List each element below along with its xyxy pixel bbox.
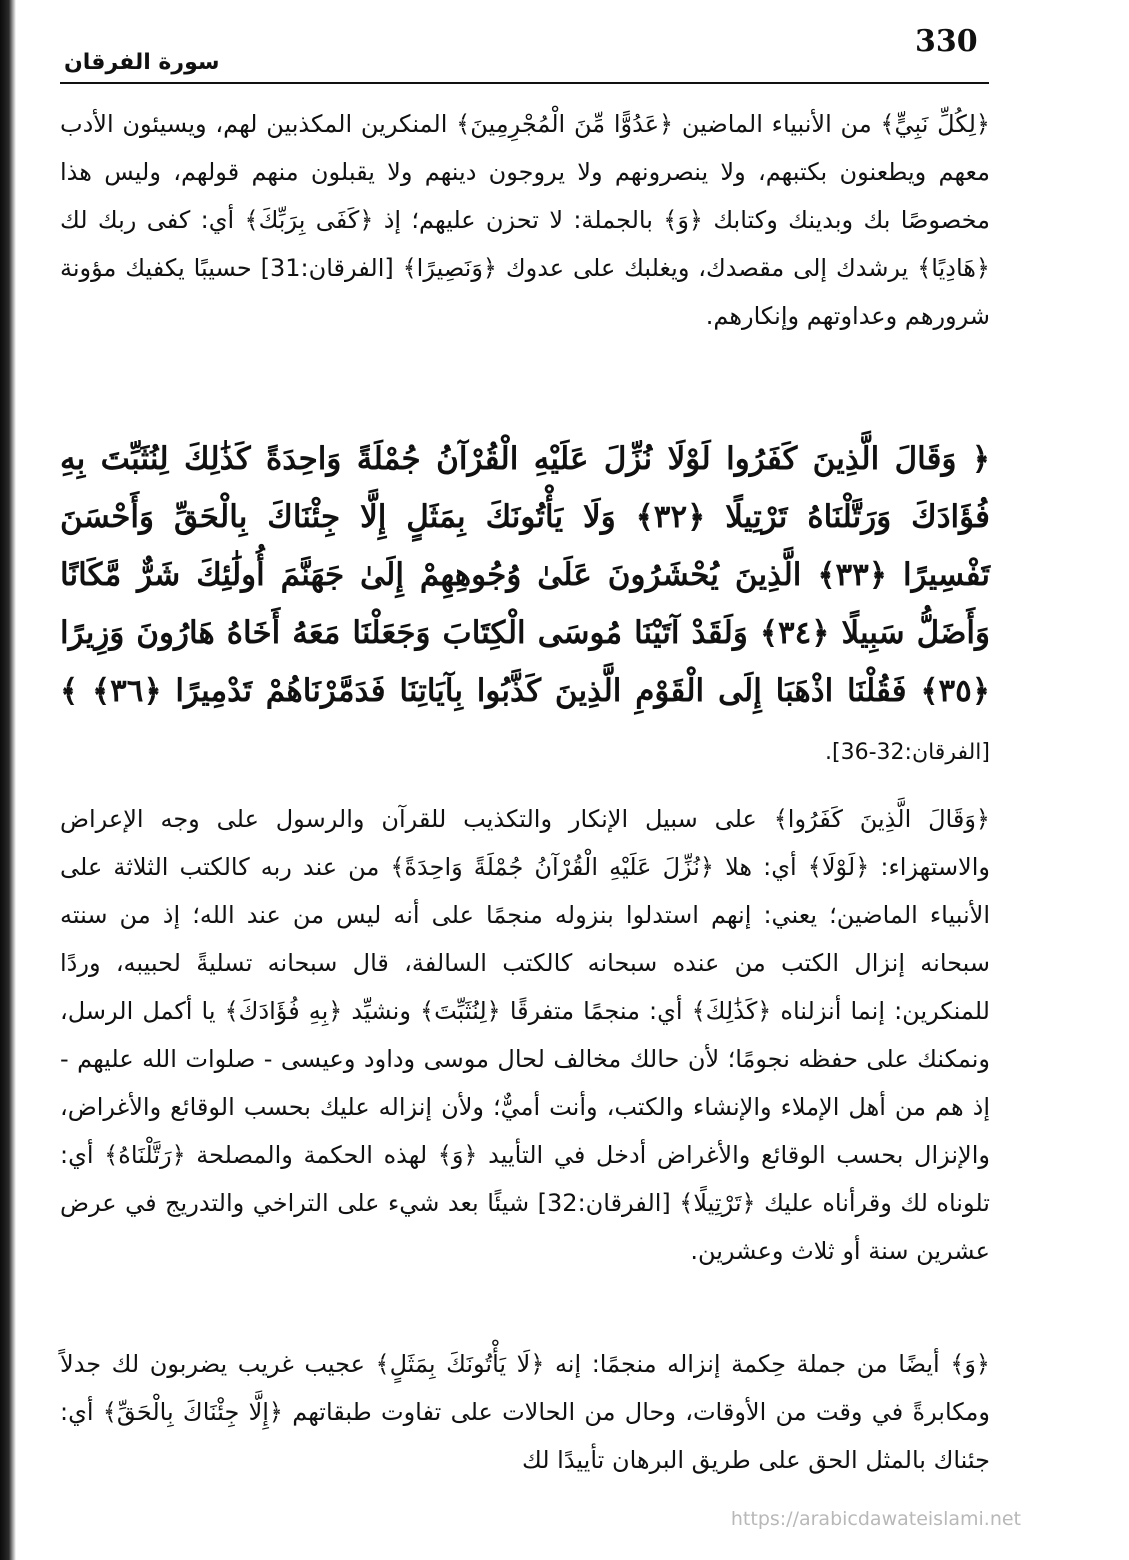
commentary-paragraph-1: ﴿لِكُلِّ نَبِيٍّ﴾ من الأنبياء الماضين ﴿عَدُوًّا مِّنَ الْمُجْرِمِينَ﴾ المنكرين المكذبين لهم، ويسيئون الأدب معهم ويطعنون بكتبهم، ولا ينصرونهم ولا يروجون دينهم ولا يقبلون منهم قولهم، وليس هذا مخصوصًا بك وبدينك وكتابك ﴿وَ﴾ بالجملة: لا تحزن عليهم؛ إذ ﴿كَفَى بِرَبِّكَ﴾ أي: كفى ربك لك ﴿هَادِيًا﴾ يرشدك إلى مقصدك، ويغلبك على عدوك ﴿وَنَصِيرًا﴾ [الفرقان:31] حسيبًا يكفيك مؤونة شرورهم وعداوتهم وإنكارهم.: [60, 110, 990, 330]
commentary-paragraph-2: ﴿وَقَالَ الَّذِينَ كَفَرُوا﴾ على سبيل الإنكار والتكذيب للقرآن والرسول على وجه الإعراض والاستهزاء: ﴿لَوْلَا﴾ أي: هلا ﴿نُزِّلَ عَلَيْهِ الْقُرْآنُ جُمْلَةً وَاحِدَةً﴾ من عند ربه كالكتب الثلاثة على الأنبياء الماضين؛ يعني: إنهم استدلوا بنزوله منجمًا على أنه ليس من عند الله؛ إذ من سنته سبحانه إنزال الكتب من عنده سبحانه كالكتب السالفة، قال سبحانه تسليةً لحبيبه، وردًا للمنكرين: إنما أنزلناه ﴿كَذَٰلِكَ﴾ أي: منجمًا متفرقًا ﴿لِنُثَبِّتَ﴾ ونشيِّد ﴿بِهِ فُؤَادَكَ﴾ يا أكمل الرسل، ونمكنك على حفظه نجومًا؛ لأن حالك مخالف لحال موسى وداود وعيسى - صلوات الله عليهم - إذ هم من أهل الإملاء والإنشاء والكتب، وأنت أميٌّ؛ ولأن إنزاله عليك بحسب الوقائع والأغراض، والإنزال بحسب الوقائع والأغراض أدخل في التأييد ﴿وَ﴾ لهذه الحكمة والمصلحة ﴿رَتَّلْنَاهُ﴾ أي: تلوناه لك وقرأناه عليك ﴿تَرْتِيلًا﴾ [الفرقان:32] شيئًا بعد شيء على التراخي والتدريج في عرض عشرين سنة أو ثلاث وعشرين.: [60, 805, 990, 1265]
quran-verse-block: [60, 430, 990, 782]
commentary-block-1: [60, 100, 990, 340]
commentary-paragraph-3: ﴿وَ﴾ أيضًا من جملة حِكمة إنزاله منجمًا: إنه ﴿لَا يَأْتُونَكَ بِمَثَلٍ﴾ عجيب غريب يضربون لك جدلاً ومكابرةً في وقت من الأوقات، وحال من الحالات على تفاوت طبقاتهم ﴿إِلَّا جِئْنَاكَ بِالْحَقِّ﴾ أي: جئناك بالمثل الحق على طريق البرهان تأييدًا لك: [60, 1350, 990, 1474]
quran-verse-text: [60, 430, 990, 782]
surah-title: سورة الفرقان: [64, 50, 220, 75]
source-watermark: https://arabicdawateislami.net: [730, 1508, 1021, 1530]
page-number: 330: [915, 24, 978, 59]
verse-reference: [الفرقان:32-36].: [825, 740, 990, 765]
commentary-block-3: [60, 1340, 990, 1484]
scan-edge-shadow: [0, 0, 16, 1560]
commentary-block-2: [60, 795, 990, 1275]
quran-verse-arabic: ﴿ وَقَالَ الَّذِينَ كَفَرُوا لَوْلَا نُزِّلَ عَلَيْهِ الْقُرْآنُ جُمْلَةً وَاحِدَةً كَذَٰلِكَ لِنُثَبِّتَ بِهِ فُؤَادَكَ وَرَتَّلْنَاهُ تَرْتِيلًا ﴿٣٢﴾ وَلَا يَأْتُونَكَ بِمَثَلٍ إِلَّا جِئْنَاكَ بِالْحَقِّ وَأَحْسَنَ تَفْسِيرًا ﴿٣٣﴾ الَّذِينَ يُحْشَرُونَ عَلَىٰ وُجُوهِهِمْ إِلَىٰ جَهَنَّمَ أُولَٰئِكَ شَرٌّ مَّكَانًا وَأَضَلُّ سَبِيلًا ﴿٣٤﴾ وَلَقَدْ آتَيْنَا مُوسَى الْكِتَابَ وَجَعَلْنَا مَعَهُ أَخَاهُ هَارُونَ وَزِيرًا ﴿٣٥﴾ فَقُلْنَا اذْهَبَا إِلَى الْقَوْمِ الَّذِينَ كَذَّبُوا بِآيَاتِنَا فَدَمَّرْنَاهُمْ تَدْمِيرًا ﴿٣٦﴾ ﴾: [60, 441, 990, 709]
